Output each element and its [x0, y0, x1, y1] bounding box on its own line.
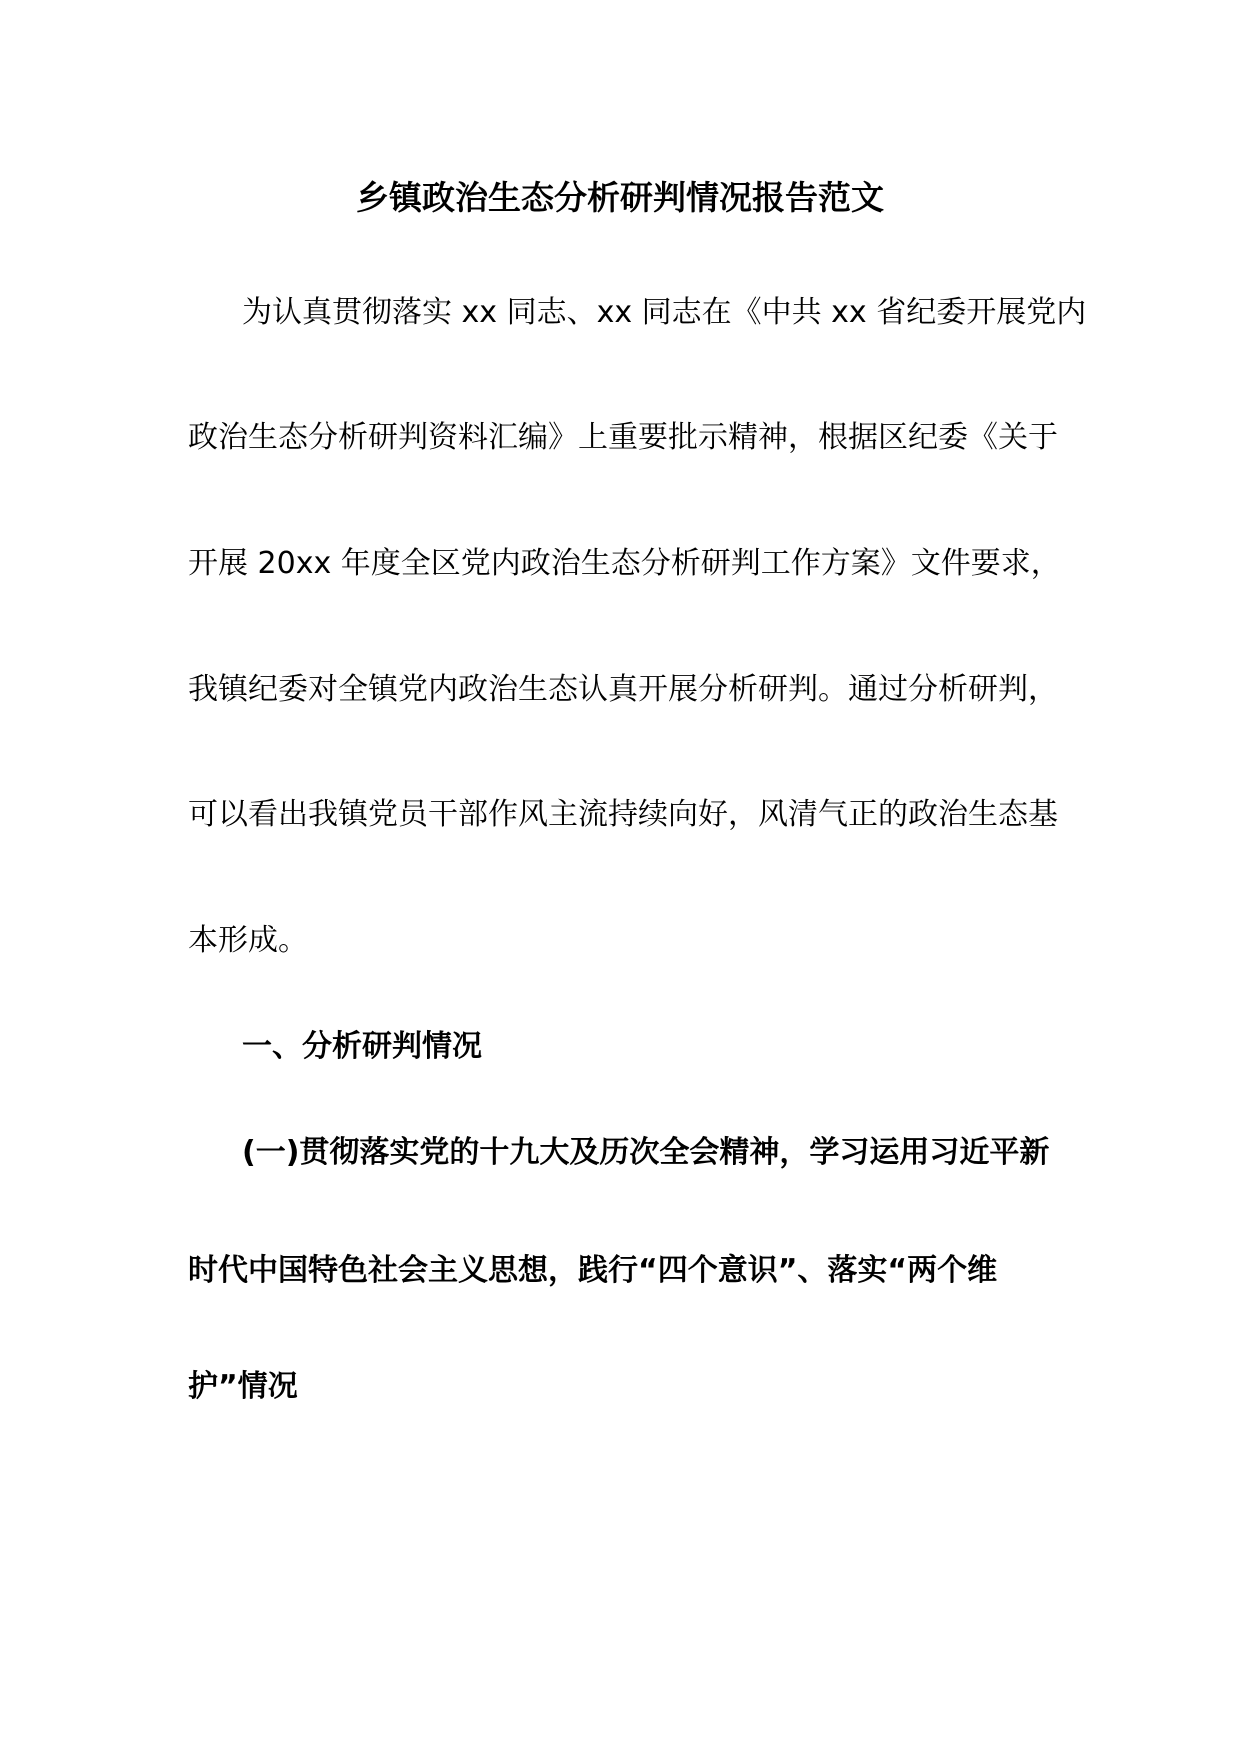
subsection-line-1: (一)贯彻落实党的十九大及历次全会精神，学习运用习近平新	[242, 1135, 1050, 1170]
subsection-line-3: 护”情况	[188, 1369, 298, 1404]
intro-line-5: 可以看出我镇党员干部作风主流持续向好，风清气正的政治生态基	[188, 797, 1058, 832]
document-title: 乡镇政治生态分析研判情况报告范文	[356, 178, 884, 217]
section-heading: 一、分析研判情况	[242, 1029, 482, 1064]
intro-line-4: 我镇纪委对全镇党内政治生态认真开展分析研判。通过分析研判，	[188, 672, 1058, 707]
intro-line-3: 开展 20xx 年度全区党内政治生态分析研判工作方案》文件要求，	[188, 546, 1061, 581]
intro-line-6: 本形成。	[188, 923, 308, 958]
intro-line-1: 为认真贯彻落实 xx 同志、xx 同志在《中共 xx 省纪委开展党内	[242, 295, 1087, 330]
intro-line-2: 政治生态分析研判资料汇编》上重要批示精神，根据区纪委《关于	[188, 420, 1058, 455]
subsection-line-2: 时代中国特色社会主义思想，践行“四个意识”、落实“两个维	[188, 1253, 998, 1288]
